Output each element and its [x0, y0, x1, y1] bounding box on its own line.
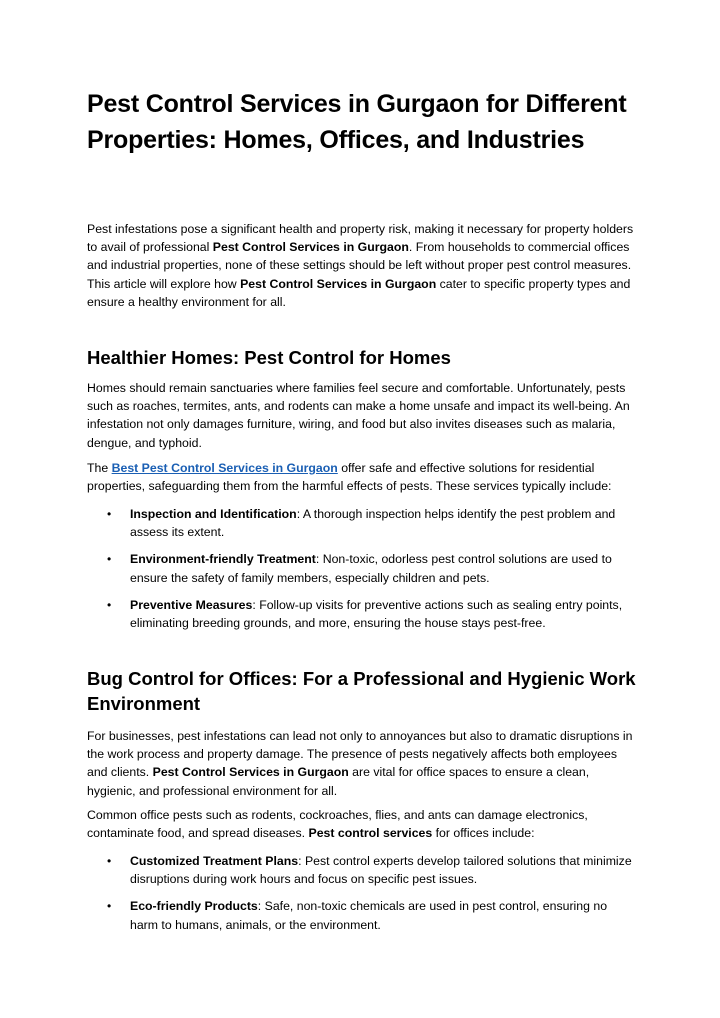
- homes-p2-text: The: [87, 461, 112, 475]
- bullet-icon: •: [107, 597, 112, 612]
- bullet-text: : Follow-up visits for preventive actions such as sealing entry points, eliminating breeding grounds, and more, ensuring the house stays pest-free.: [130, 597, 623, 631]
- bullet-text: : Safe, non-toxic chemicals are used in pest control, ensuring no harm to humans, animals, or the environment.: [130, 899, 608, 932]
- bullet-term: Preventive Measures: [130, 597, 253, 612]
- intro-bold-keyword: Pest Control Services in Gurgaon: [240, 276, 437, 291]
- offices-paragraph-1: [87, 727, 637, 800]
- offices-bold-keyword: Pest Control Services in Gurgaon: [152, 765, 349, 780]
- homes-p2-text: offer safe and effective solutions for residential properties, safeguarding them from the harmful effects of pests. These services typically include:: [87, 461, 612, 494]
- bullet-icon: •: [107, 899, 112, 914]
- list-item: [87, 505, 637, 541]
- homes-bullet-list: [87, 505, 637, 632]
- offices-p1-text: are vital for office spaces to ensure a clean, hygienic, and professional environment for all.: [87, 765, 590, 798]
- intro-bold-keyword: Pest Control Services in Gurgaon: [212, 240, 409, 255]
- bullet-text: : A thorough inspection helps identify the pest problem and assess its extent.: [130, 507, 616, 540]
- offices-bullet-list: [87, 852, 637, 934]
- list-item: [87, 550, 637, 586]
- homes-heading: Healthier Homes: Pest Control for Homes: [87, 347, 451, 368]
- homes-paragraph-2: [87, 459, 637, 495]
- intro-paragraph: [87, 220, 637, 311]
- bullet-text: : Non-toxic, odorless pest control solutions are used to ensure the safety of family members, especially children and pets.: [130, 552, 612, 585]
- homes-paragraph-1: Homes should remain sanctuaries where families feel secure and comfortable. Unfortunately, pests such as roaches, termites, ants, and rodents can make a home unsafe and impact its well-being. An infestation not only damages furniture, wiring, and food but also invites diseases such as malaria, dengue, and typhoid.: [87, 381, 630, 450]
- bullet-term: Eco-friendly Products: [130, 899, 258, 914]
- offices-p1-text: For businesses, pest infestations can lead not only to annoyances but also to dramatic disruptions in the work process and property damage. The presence of pests negatively affects both employees and clients.: [87, 729, 633, 780]
- bullet-text: : Pest control experts develop tailored solutions that minimize disruptions during work hours and focus on specific pest issues.: [130, 854, 632, 887]
- intro-text: cater to specific property types and ensure a healthy environment for all.: [87, 276, 631, 309]
- offices-heading: Bug Control for Offices: For a Professional and Hygienic Work Environment: [87, 668, 636, 714]
- list-item: [87, 596, 637, 632]
- page-title: Pest Control Services in Gurgaon for Different Properties: Homes, Offices, and Industries: [87, 90, 627, 154]
- list-item: [87, 852, 637, 888]
- bullet-term: Inspection and Identification: [130, 507, 297, 521]
- intro-text: Pest infestations pose a significant health and property risk, making it necessary for property holders to avail of professional: [87, 222, 634, 255]
- offices-paragraph-2: [87, 806, 637, 842]
- bullet-term: Customized Treatment Plans: [130, 854, 299, 868]
- bullet-icon: •: [107, 507, 112, 521]
- list-item: [87, 897, 637, 933]
- offices-bold-keyword: Pest control services: [308, 826, 433, 841]
- offices-p2-text: for offices include:: [432, 826, 535, 841]
- bullet-icon: •: [107, 552, 112, 567]
- intro-text: . From households to commercial offices and industrial properties, none of these settings should be left without proper pest control measures. This article will explore how: [87, 240, 632, 291]
- best-pest-control-link[interactable]: Best Pest Control Services in Gurgaon: [111, 461, 338, 475]
- bullet-icon: •: [107, 854, 112, 868]
- offices-p2-text: Common office pests such as rodents, cockroaches, flies, and ants can damage electronics, contaminate food, and spread diseases.: [87, 808, 588, 841]
- bullet-term: Environment-friendly Treatment: [130, 552, 316, 567]
